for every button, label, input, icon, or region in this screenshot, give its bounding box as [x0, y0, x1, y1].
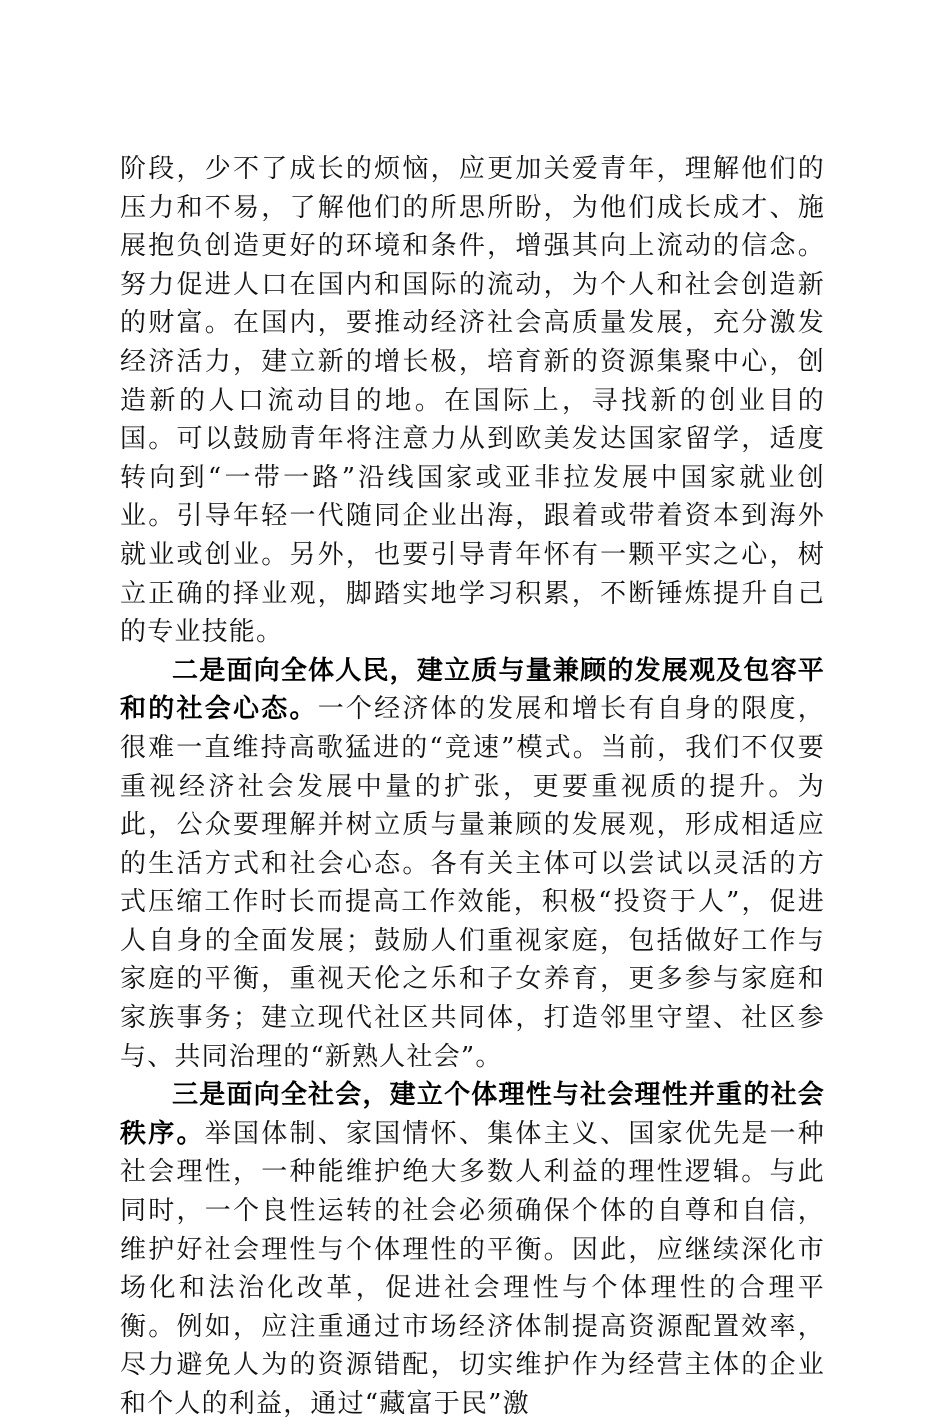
paragraph-continuation [120, 150, 825, 652]
paragraph-lead-heading: 二是面向全体人民，建立质与量兼顾的发展观及包容平和的社会心态。 [120, 655, 825, 725]
paragraph-text: 一个经济体的发展和增长有自身的限度，很难一直维持高歌猛进的“竞速”模式。当前，我们不仅要重视经济社会发展中量的扩张，更要重视质的提升。为此，公众要理解并树立质与量兼顾的发展观，形成相适应的生活方式和社会心态。各有关主体可以尝试以灵活的方式压缩工作时长而提高工作效能，积极“投资于人”，促进人自身的全面发展；鼓励人们重视家庭，包括做好工作与家庭的平衡，重视天伦之乐和子女养育，更多参与家庭和家族事务；建立现代社区共同体，打造邻里守望、社区参与、共同治理的“新熟人社会”。 [120, 694, 825, 1072]
paragraph-text: 阶段，少不了成长的烦恼，应更加关爱青年，理解他们的压力和不易，了解他们的所思所盼，为他们成长成才、施展抱负创造更好的环境和条件，增强其向上流动的信念。努力促进人口在国内和国际的流动，为个人和社会创造新的财富。在国内，要推动经济社会高质量发展，充分激发经济活力，建立新的增长极，培育新的资源集聚中心，创造新的人口流动目的地。在国际上，寻找新的创业目的国。可以鼓励青年将注意力从到欧美发达国家留学，适度转向到“一带一路”沿线国家或亚非拉发展中国家就业创业。引导年轻一代随同企业出海，跟着或带着资本到海外就业或创业。另外，也要引导青年怀有一颗平实之心，树立正确的择业观，脚踏实地学习积累，不断锤炼提升自己的专业技能。 [120, 154, 825, 648]
paragraph-text: 举国体制、家国情怀、集体主义、国家优先是一种社会理性，一种能维护绝大多数人利益的理性逻辑。与此同时，一个良性运转的社会必须确保个体的自尊和自信，维护好社会理性与个体理性的平衡。因此，应继续深化市场化和法治化改革，促进社会理性与个体理性的合理平衡。例如，应注重通过市场经济体制提高资源配置效率，尽力避免人为的资源错配，切实维护作为经营主体的企业和个人的利益，通过“藏富于民”激 [120, 1118, 825, 1419]
paragraph-point-three [120, 1076, 825, 1423]
body-text [120, 150, 825, 1424]
paragraph-point-two [120, 652, 825, 1077]
paragraph-lead-heading: 三是面向全社会，建立个体理性与社会理性并重的社会秩序。 [120, 1080, 825, 1149]
